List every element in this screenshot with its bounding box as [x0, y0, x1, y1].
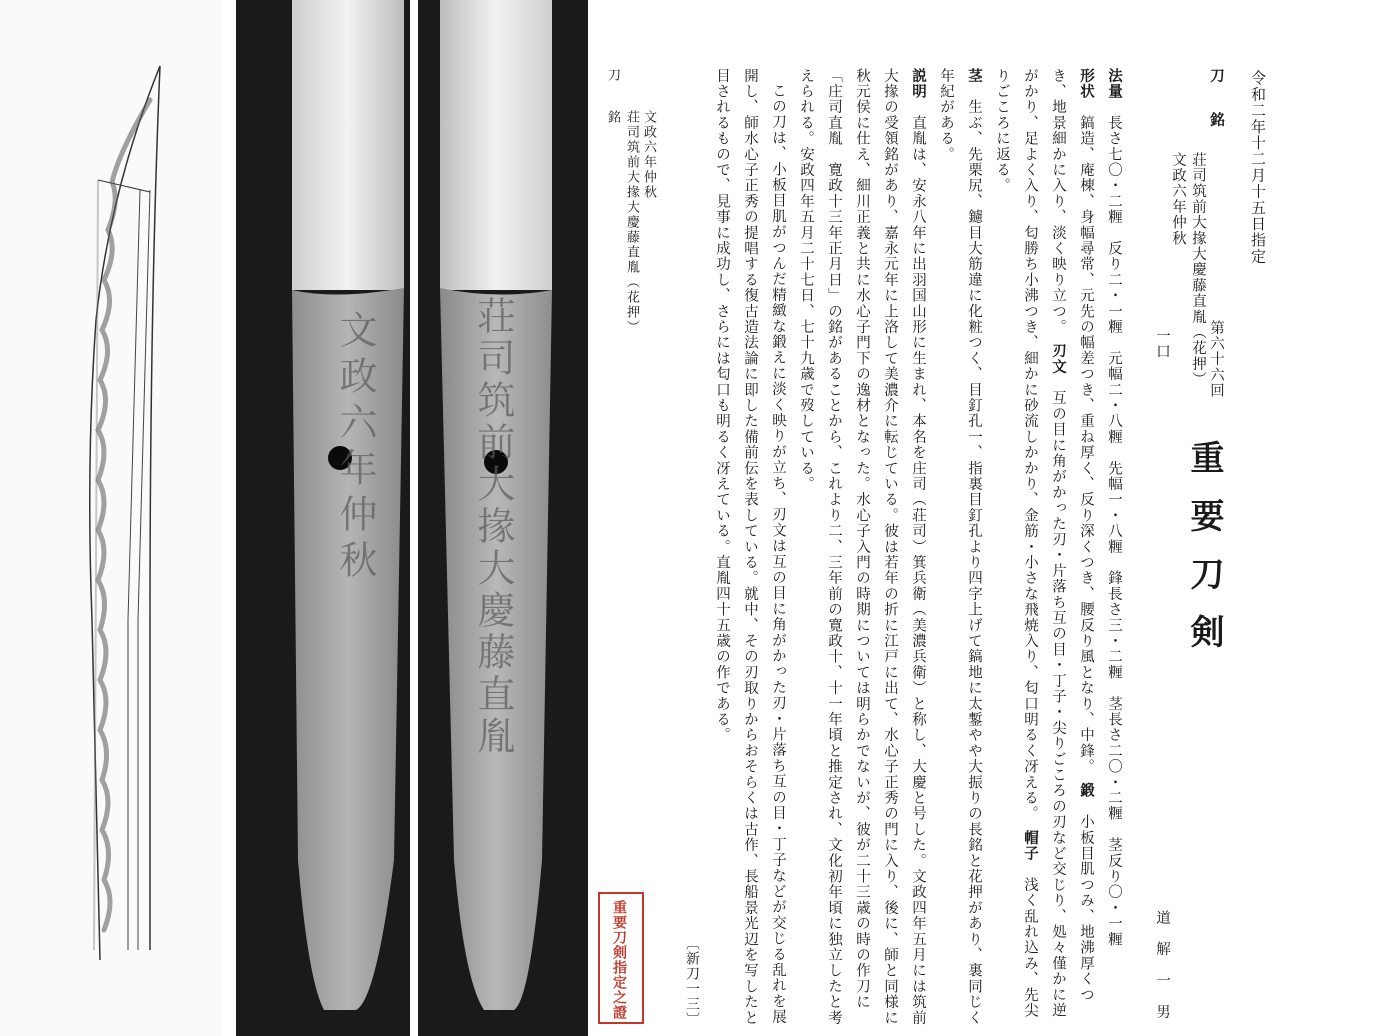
caption-mei-label: 銘: [605, 110, 620, 125]
nakago-inscription-omote: 荘司筑前大掾大慶藤直胤: [471, 296, 515, 758]
keijo-text: 鎬造、庵棟、身幅尋常、元先の幅差つき、重ね厚く、反り深くつき、腰反り風となり、中鋒。: [1078, 115, 1094, 768]
keijo-label: 形状: [1078, 68, 1095, 100]
caption-type: 刀: [605, 68, 620, 83]
mei-omote: 荘司筑前大掾大慶藤直胤（花押）: [1190, 152, 1206, 388]
oshigata-drawing: [0, 0, 222, 1036]
setsumei-text-2: この刀は、小板目肌がつんだ精緻な鍛えに淡く映りが立ち、刃文は互の目に角がかった刃・片落ち互の目・丁子などが交じる乱れを展開し、師水心子正秀の提唱する復古造法論に即した備前伝を表している。就中、その刃取りからおそらくは古作、長船景光辺を写したと目されるもので、見事に成功し、さらには匂口も明るく冴えている。直胤四十五歳の作である。: [714, 68, 786, 1026]
section-setsumei: [792, 68, 932, 1028]
seal-text: 重要刀剣指定之證: [611, 900, 627, 1020]
kitae-label: 鍛: [1078, 782, 1095, 799]
nakago-inscription-ura: 文政六年仲秋: [333, 310, 377, 586]
mei-label: 銘: [1208, 112, 1225, 128]
boshi-text: 浅く乱れ込み、先尖りごころに返る。: [994, 68, 1038, 1019]
section-nakago: [932, 68, 988, 1028]
certification-seal: [598, 892, 644, 1024]
setsumei-text-1: 直胤は、安永八年に出羽国山形に生まれ、本名を庄司（荘司）箕兵衛（美濃兵衛）と称し、大慶と号した。文政四年五月には筑前大掾の受領銘があり、嘉永元年に上洛して美濃介に転じている。彼は若年の折に江戸に出て、水心子正秀の門に入り、後に、師と同様に秋元侯に仕え、細川正義と共に水心子門下の逸材となった。水心子入門の時期については明らかでないが、彼が二十三歳の時の作刀に「庄司直胤 寛政十三年正月日」の銘があることから、これより二、三年前の寛政十、十一年頃と推定され、文化初年頃に独立したと考えられる。安政四年五月二十七日、七十九歳で歿している。: [798, 68, 926, 1026]
mei-ura: 文政六年仲秋: [1170, 152, 1186, 247]
hoiryo-label: 法量: [1106, 68, 1123, 100]
sword-type: 刀: [1208, 68, 1225, 84]
setsumei-label: 説明: [910, 68, 927, 100]
page-title: 重要刀剣: [1184, 440, 1224, 672]
nakago-photo-omote: [418, 0, 588, 1036]
nakago-ura-image: [236, 0, 410, 1036]
hamon-text: 互の目に角がかった刃・片落ち互の目・丁子・尖りごころの刃など交じり、処々僅かに逆がかり、足よく入り、匂勝ち小沸つき、細かに砂流しかかり、金筋・小さな飛焼入り、匂口明るく冴える。: [1022, 68, 1066, 1019]
session-number: 第六十六回: [1208, 320, 1224, 399]
designation-date: 令和二年十二月十五日指定: [1249, 70, 1267, 265]
section-keijo: [988, 68, 1100, 1028]
section-setsumei-2: [708, 68, 792, 1028]
section-hoiryo: [1100, 68, 1128, 1028]
nakago-photo-ura: [236, 0, 410, 1036]
body-text: [714, 68, 1100, 1028]
hamon-label: 刃文: [1050, 343, 1067, 375]
hoiryo-text: 長さ七〇・二糎 反り二・一糎 元幅二・八糎 先幅一・八糎 鋒長さ三・二糎 茎長さ二〇・二糎 茎反り〇・一糎: [1106, 115, 1122, 948]
boshi-label: 帽子: [1022, 830, 1039, 862]
footnote: 〔新刀一三〕: [684, 936, 700, 1028]
caption-mei-ura: 文政六年仲秋: [641, 110, 656, 200]
author-name: 道 解 一 男: [1154, 910, 1170, 1020]
caption-mei-omote: 荘司筑前大掾大慶藤直胤（花押）: [624, 110, 639, 335]
nakago-label: 茎: [966, 68, 983, 84]
nakago-text: 生ぶ、先栗尻、鑢目大筋違に化粧つく、目釘孔一、指裏目釘孔より四字上げて鎬地に太鏨やや大振りの長銘と花押があり、裏同じく年紀がある。: [938, 68, 982, 1026]
item-count: 一口: [1154, 328, 1170, 360]
blade-outline-drawing: [0, 0, 222, 1036]
kitae-text: 小板目肌つみ、地沸厚くつき、地景細かに入り、淡く映り立つ。: [1050, 68, 1094, 1003]
